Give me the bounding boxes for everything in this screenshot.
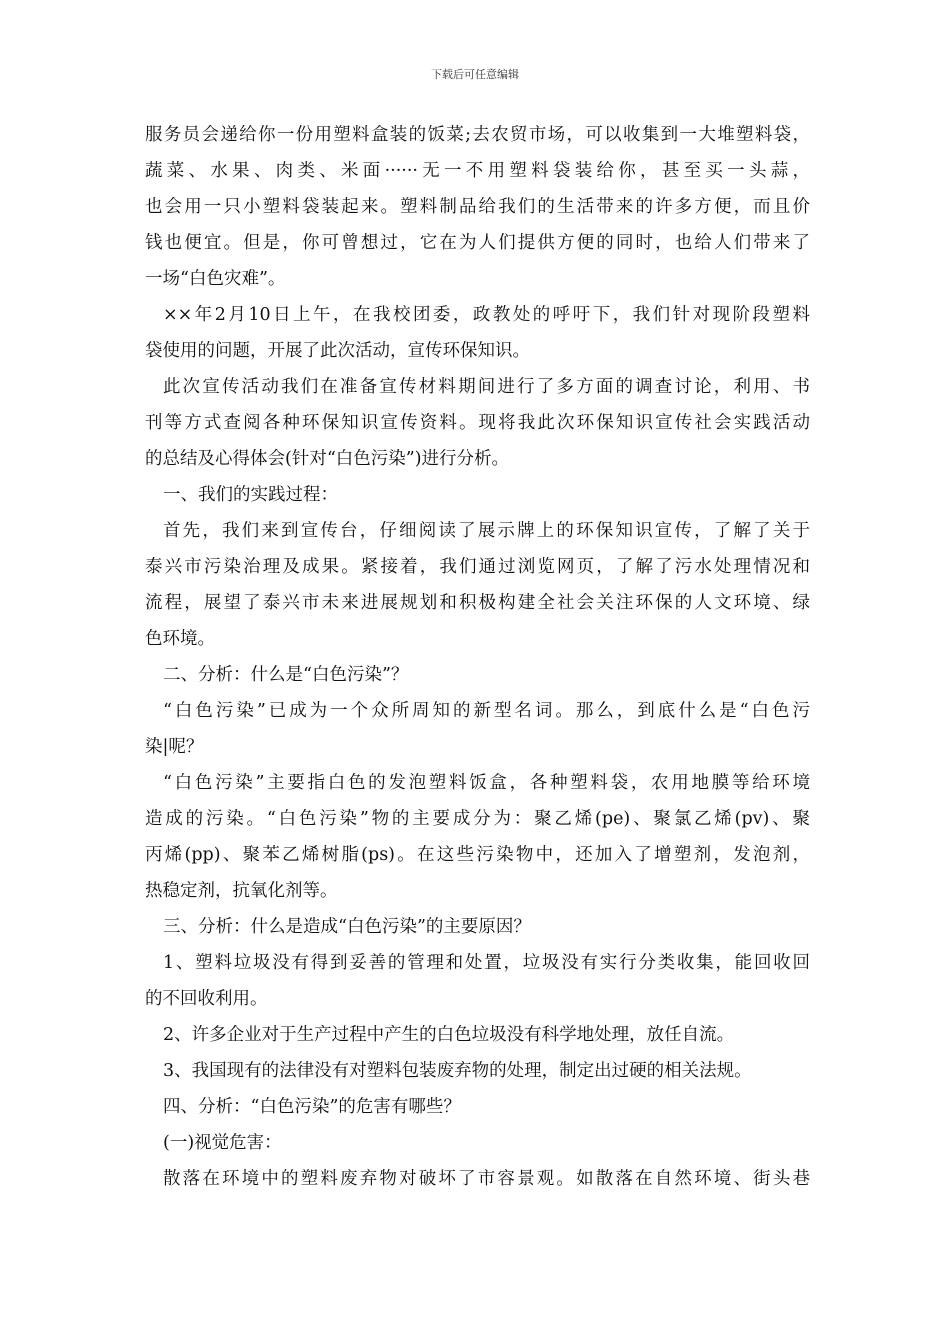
text-line: 的不回收利用。: [145, 989, 268, 1009]
text-line: ××年2月10日上午，在我校团委，政教处的呼吁下，我们针对现阶段塑料: [163, 305, 810, 325]
text-line: 泰兴市污染治理及成果。紧接着，我们通过浏览网页，了解了污水处理情况和: [145, 557, 810, 577]
text-line: 2、许多企业对于生产过程中产生的白色垃圾没有科学地处理，放任自流。: [163, 1025, 735, 1045]
text-line: 刊等方式查阅各种环保知识宣传资料。现将我此次环保知识宣传社会实践活动: [145, 413, 810, 433]
text-line: 散落在环境中的塑料废弃物对破坏了市容景观。如散落在自然环境、街头巷: [163, 1169, 810, 1189]
text-line: 袋使用的问题，开展了此次活动，宣传环保知识。: [145, 341, 530, 361]
text-line: (一)视觉危害：: [163, 1133, 282, 1153]
text-line: 四、分析：“白色污染”的危害有哪些？: [163, 1097, 461, 1117]
text-line: 一、我们的实践过程：: [163, 485, 338, 505]
text-line: 1、塑料垃圾没有得到妥善的管理和处置，垃圾没有实行分类收集，能回收回: [163, 953, 810, 973]
text-line: 丙烯(pp)、聚苯乙烯树脂(ps)。在这些污染物中，还加入了增塑剂，发泡剂，: [145, 845, 810, 865]
text-line: 一场“白色灾难”。: [145, 269, 286, 289]
text-line: 蔬菜、水果、肉类、米面······无一不用塑料袋装给你，甚至买一头蒜，: [145, 161, 810, 181]
text-line: “白色污染”已成为一个众所周知的新型名词。那么，到底什么是“白色污: [163, 701, 810, 721]
text-line: “白色污染”主要指白色的发泡塑料饭盒，各种塑料袋，农用地膜等给环境: [163, 773, 810, 793]
text-line: 的总结及心得体会(针对“白色污染”)进行分析。: [145, 449, 510, 469]
text-line: 3、我国现有的法律没有对塑料包装废弃物的处理，制定出过硬的相关法规。: [163, 1061, 752, 1081]
text-line: 也会用一只小塑料袋装起来。塑料制品给我们的生活带来的许多方便，而且价: [145, 197, 810, 217]
text-line: 色环境。: [145, 629, 215, 649]
text-line: 染|呢？: [145, 737, 204, 757]
text-line: 钱也便宜。但是，你可曾想过，它在为人们提供方便的同时，也给人们带来了: [145, 233, 810, 253]
text-line: 热稳定剂，抗氧化剂等。: [145, 881, 338, 901]
text-line: 流程，展望了泰兴市未来进展规划和积极构建全社会关注环保的人文环境、绿: [145, 593, 810, 613]
document-body: [145, 117, 810, 1197]
text-line: 服务员会递给你一份用塑料盒装的饭菜;去农贸市场，可以收集到一大堆塑料袋，: [145, 125, 810, 145]
text-line: 首先，我们来到宣传台，仔细阅读了展示牌上的环保知识宣传，了解了关于: [163, 521, 810, 541]
text-line: 此次宣传活动我们在准备宣传材料期间进行了多方面的调查讨论，利用、书: [163, 377, 810, 397]
text-line: 三、分析：什么是造成“白色污染”的主要原因？: [163, 917, 531, 937]
page-header: 下载后可任意编辑: [431, 68, 519, 81]
text-line: 造成的污染。“白色污染”物的主要成分为：聚乙烯(pe)、聚氯乙烯(pv)、聚: [145, 809, 810, 829]
text-line: 二、分析：什么是“白色污染”？: [163, 665, 409, 685]
